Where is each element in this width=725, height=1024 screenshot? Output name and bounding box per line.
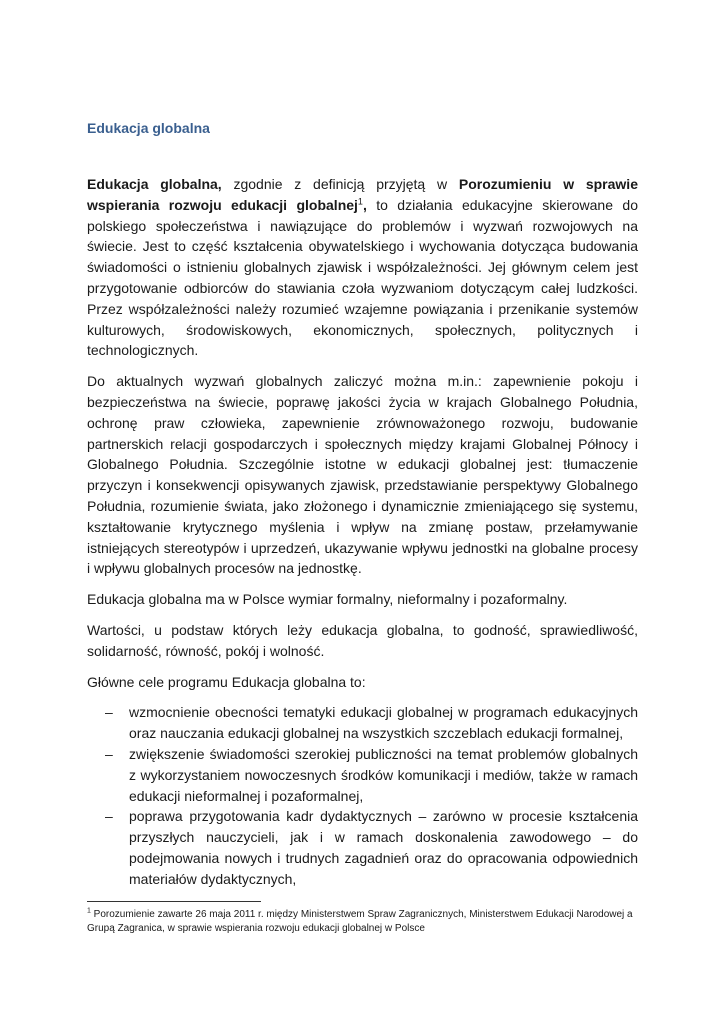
list-item [87, 744, 638, 806]
paragraph-goals-intro: Główne cele programu Edukacja globalna to: [87, 673, 366, 690]
paragraph-dimensions: Edukacja globalna ma w Polsce wymiar formalny, nieformalny i pozaformalny. [87, 591, 568, 608]
footnote-separator [87, 901, 261, 902]
footnote [87, 908, 647, 936]
definition-text-2: to działania edukacyjne skierowane do polskiego społeczeństwa i nawiązujące do problemów i wyzwań rozwojowych na świecie. Jest to część kształcenia obywatelskiego i wychowania dotycząca budowania świadomości o istnieniu globalnych zjawisk i współzależności. Jej głównym celem jest przygotowanie odbiorców do stawiania czoła wyzwaniom dotyczącym całej ludzkości. Przez współzależności należy rozumieć wzajemne powiązania i przenikanie systemów kulturowych, środowiskowych, ekonomicznych, społecznych, politycznych i technologicznych. [87, 196, 638, 359]
paragraph-challenges: Do aktualnych wyzwań globalnych zaliczyć można m.in.: zapewnienie pokoju i bezpieczeństwa na świecie, poprawę jakości życia w krajach Globalnego Południa, ochronę praw człowieka, zapewnienie zrównoważonego rozwoju, budowanie partnerskich relacji gospodarczych i społecznych między krajami Globalnej Północy i Globalnego Południa. Szczególnie istotne w edukacji globalnej jest: tłumaczenie przyczyn i konsekwencji opisywanych zjawisk, przedstawianie perspektywy Globalnego Południa, rozumienie świata, jako złożonego i dynamicznie zmieniającego się systemu, kształtowanie krytycznego myślenia i wpływ na zmianę postaw, przełamywanie istniejących stereotypów i uprzedzeń, ukazywanie wpływu jednostki na globalne procesy i wpływu globalnych procesów na jednostkę. [87, 373, 638, 577]
bold-comma: , [362, 196, 367, 213]
section-heading: Edukacja globalna [87, 120, 210, 136]
list-item-text: wzmocnienie obecności tematyki edukacji globalnej w programach edukacyjnych oraz nauczania edukacji globalnej na wszystkich szczeblach edukacji formalnej, [129, 704, 638, 742]
footnote-text: Porozumienie zawarte 26 maja 2011 r. między Ministerstwem Spraw Zagranicznych, Ministerstwem Edukacji Narodowej a Grupą Zagranica, w sprawie wspierania rozwoju edukacji globalnej w Polsce [87, 909, 633, 934]
document-body [87, 119, 638, 890]
paragraph-values: Wartości, u podstaw których leży edukacja globalna, to godność, sprawiedliwość, solidarność, równość, pokój i wolność. [87, 621, 638, 659]
list-item [87, 702, 638, 744]
list-item [87, 806, 638, 889]
agreement-title: Porozumieniu w sprawie wspierania rozwoju edukacji globalnej [87, 176, 638, 213]
definition-text-1: zgodnie z definicją przyjętą w [221, 176, 459, 192]
dash-bullet-icon: – [105, 808, 113, 825]
paragraph-definition [87, 174, 638, 361]
goals-list [87, 702, 638, 889]
dash-bullet-icon: – [105, 704, 113, 721]
footnote-number: 1 [87, 907, 91, 915]
bold-term: Edukacja globalna, [87, 176, 222, 192]
list-item-text: zwiększenie świadomości szerokiej publiczności na temat problemów globalnych z wykorzystaniem nowoczesnych środków komunikacji i mediów, także w ramach edukacji nieformalnej i pozaformalnej, [129, 745, 638, 804]
footnote-ref[interactable]: 1 [357, 196, 363, 207]
dash-bullet-icon: – [105, 745, 113, 762]
list-item-text: poprawa przygotowania kadr dydaktycznych – zarówno w procesie kształcenia przyszłych nauczycieli, jak i w ramach doskonalenia zawodowego – do podejmowania nowych i trudnych zagadnień oraz do opracowania odpowiednich materiałów dydaktycznych, [129, 808, 638, 887]
